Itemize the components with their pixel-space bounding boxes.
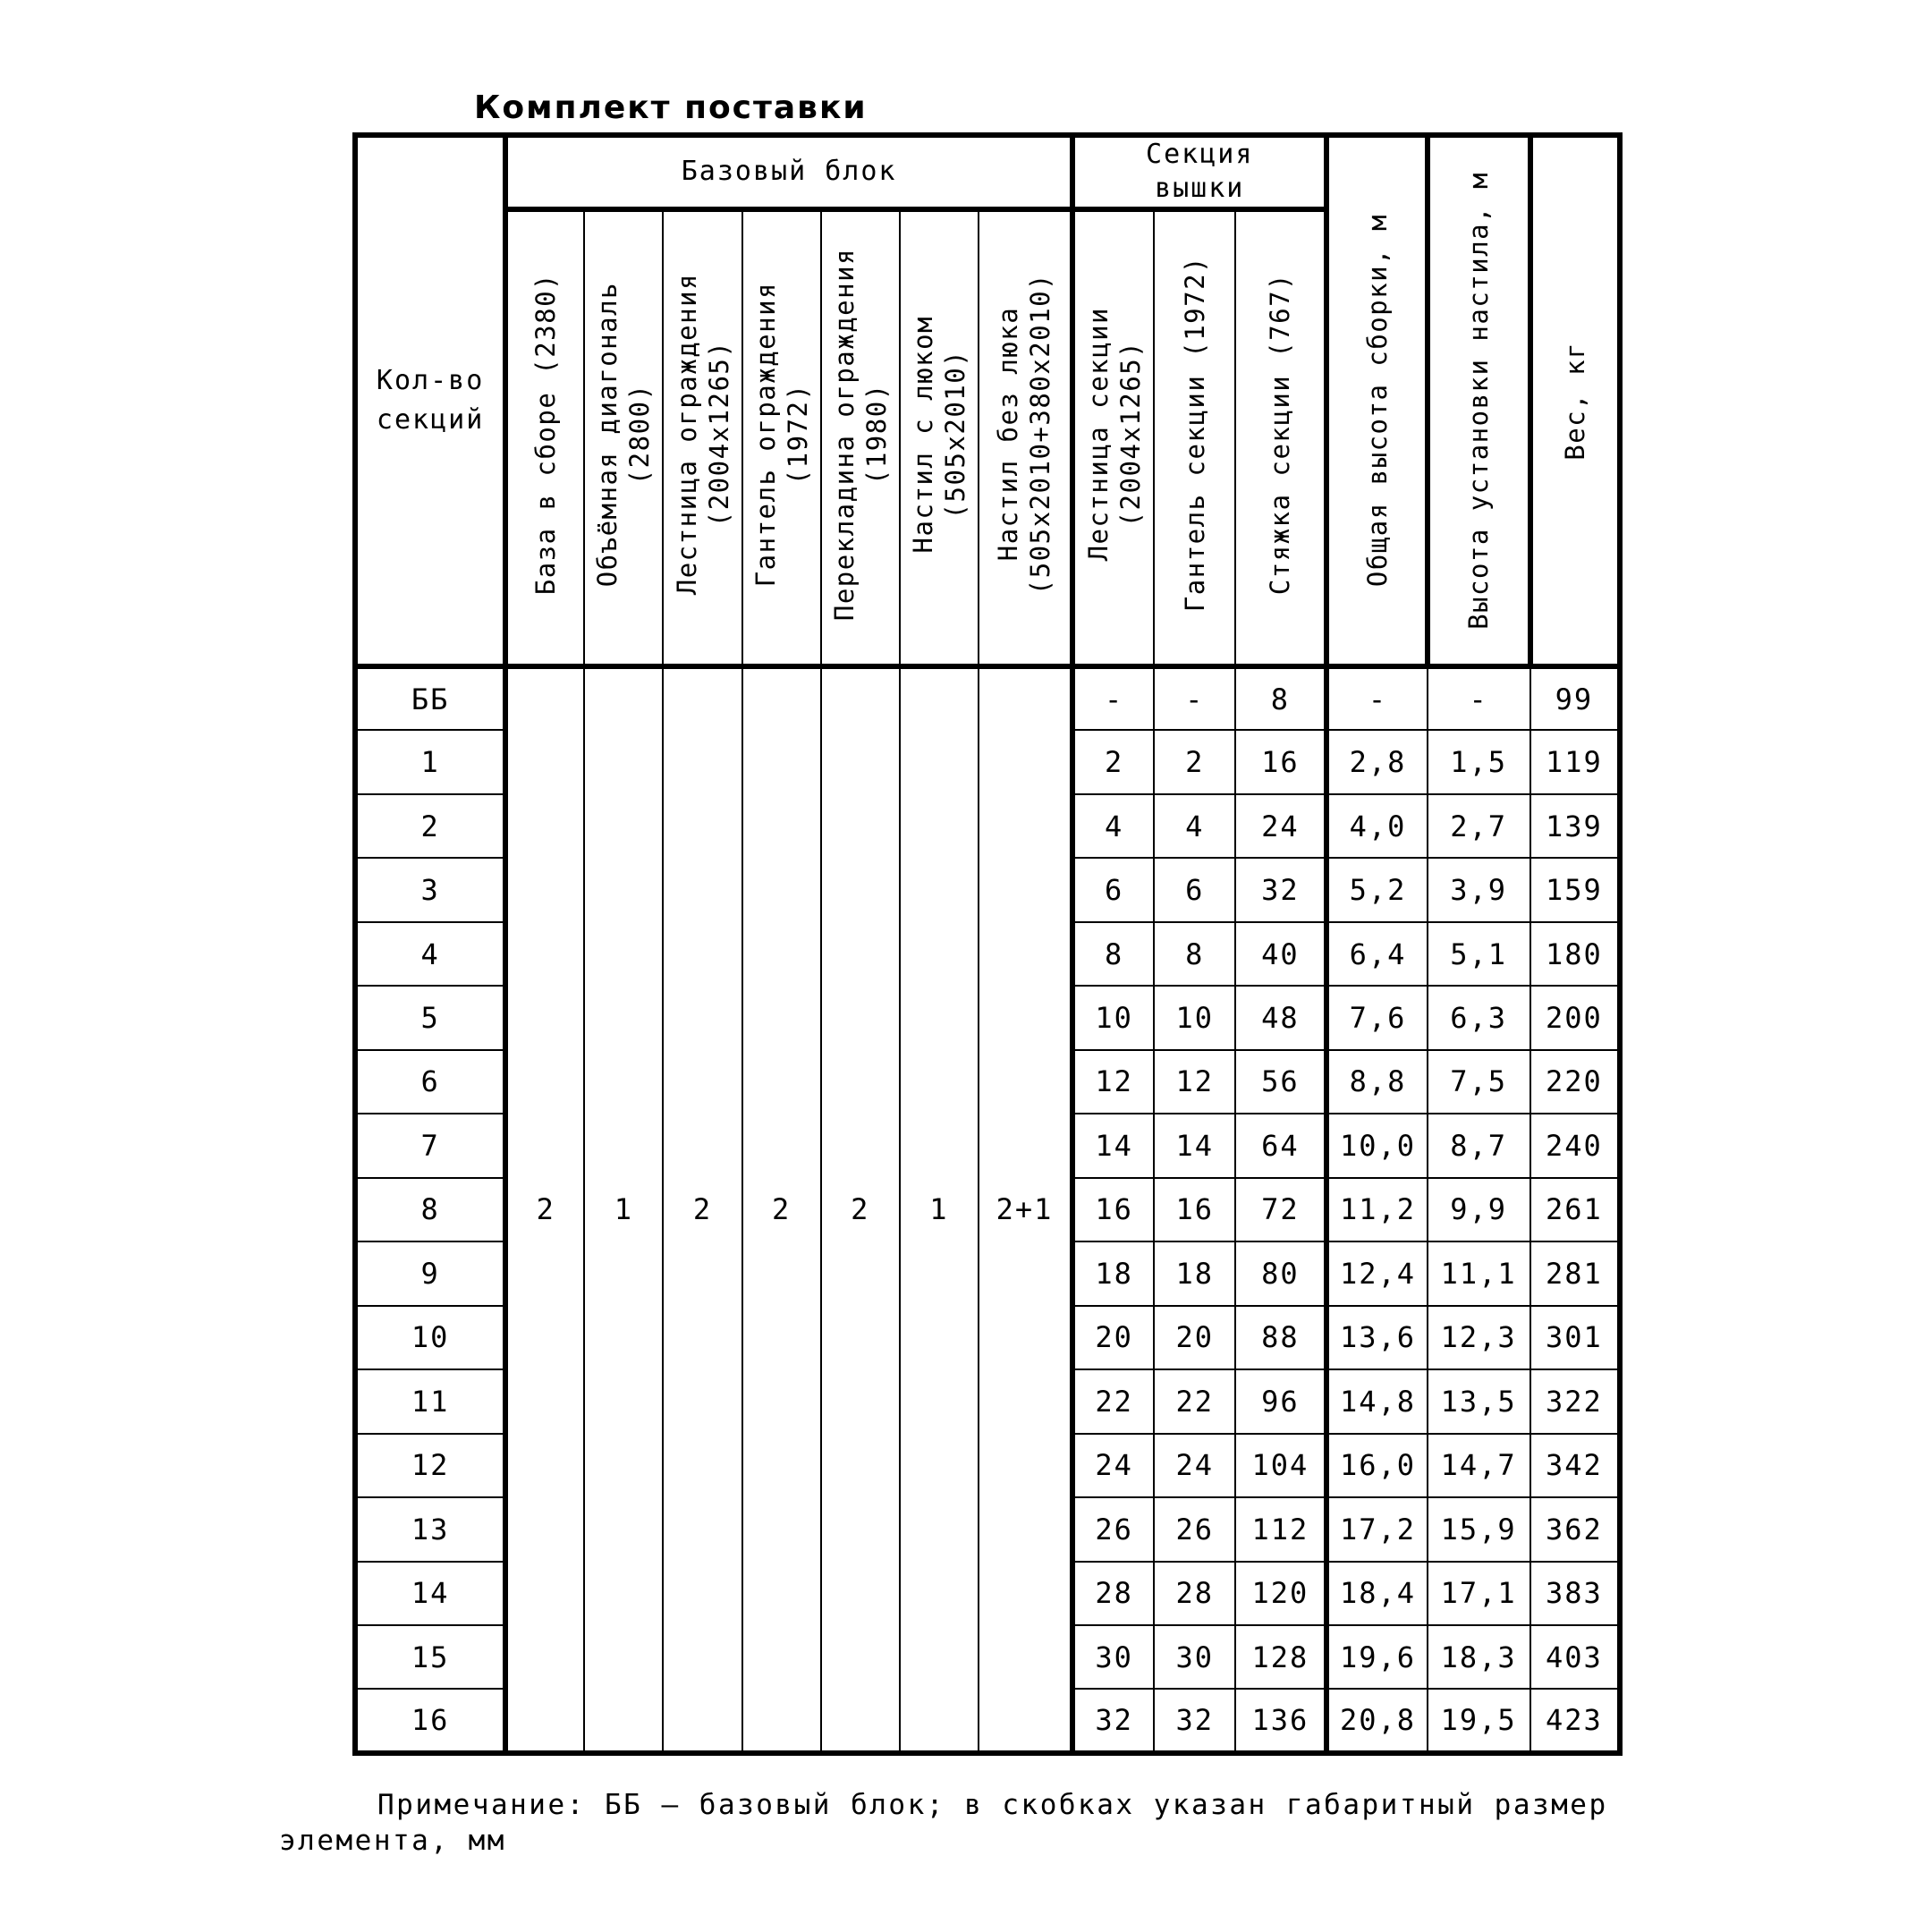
table-cell: -: [1326, 666, 1427, 730]
table-cell: 4,0: [1326, 794, 1427, 858]
col-header-label: Лестница ограждения (2004x1265): [671, 273, 734, 596]
table-cell: 4: [1154, 794, 1235, 858]
row-label: 16: [355, 1689, 505, 1753]
table-cell: 96: [1235, 1369, 1326, 1433]
table-cell: 240: [1530, 1114, 1620, 1177]
table-cell: 13,5: [1428, 1369, 1530, 1433]
row-label: 11: [355, 1369, 505, 1433]
table-cell: 32: [1235, 858, 1326, 921]
col-header-section-ladder: [1072, 209, 1154, 666]
table-cell: 19,5: [1428, 1689, 1530, 1753]
table-cell: 8: [1154, 922, 1235, 986]
col-header-label: Настил без люка (505x2010+380x2010): [993, 273, 1056, 596]
table-cell: 10,0: [1326, 1114, 1427, 1177]
table-cell: 180: [1530, 922, 1620, 986]
col-header-label: База в сборе (2380): [530, 273, 562, 596]
table-cell: 4: [1072, 794, 1154, 858]
row-label: 3: [355, 858, 505, 921]
table-cell: 3,9: [1428, 858, 1530, 921]
table-cell: 28: [1154, 1562, 1235, 1625]
table-cell: 88: [1235, 1306, 1326, 1369]
table-cell: 10: [1072, 986, 1154, 1049]
table-cell: 17,1: [1428, 1562, 1530, 1625]
table-cell: 32: [1072, 1689, 1154, 1753]
page-title: Комплект поставки: [474, 89, 868, 126]
table-cell: 362: [1530, 1497, 1620, 1561]
table-cell: 11,1: [1428, 1241, 1530, 1305]
table-cell: 120: [1235, 1562, 1326, 1625]
table-cell: 22: [1072, 1369, 1154, 1433]
table-cell: 18,3: [1428, 1625, 1530, 1689]
table-cell: 1,5: [1428, 730, 1530, 793]
table-cell: 2: [1154, 730, 1235, 793]
table-cell: 99: [1530, 666, 1620, 730]
row-label: 6: [355, 1050, 505, 1114]
base-block-value: 2: [742, 666, 821, 1753]
table-cell: 8: [1235, 666, 1326, 730]
table-cell: 7,6: [1326, 986, 1427, 1049]
table-cell: 24: [1154, 1434, 1235, 1497]
base-block-value: 2: [821, 666, 900, 1753]
table-cell: 9,9: [1428, 1178, 1530, 1241]
table-cell: 8,8: [1326, 1050, 1427, 1114]
table-cell: 72: [1235, 1178, 1326, 1241]
table-cell: 12: [1154, 1050, 1235, 1114]
table-cell: 281: [1530, 1241, 1620, 1305]
col-header-deck-without-hatch: [979, 209, 1072, 666]
col-header-label: Перекладина ограждения (1980): [828, 247, 892, 621]
table-cell: 200: [1530, 986, 1620, 1049]
col-header-label: Объёмная диагональ (2800): [592, 281, 656, 587]
col-header-volume-diagonal: [584, 209, 663, 666]
table-cell: 64: [1235, 1114, 1326, 1177]
table-cell: 18: [1072, 1241, 1154, 1305]
table-cell: 8: [1072, 922, 1154, 986]
table-cell: 220: [1530, 1050, 1620, 1114]
table-cell: 2,7: [1428, 794, 1530, 858]
table-cell: 2: [1072, 730, 1154, 793]
table-cell: 2,8: [1326, 730, 1427, 793]
col-header-section-dumbbell: [1154, 209, 1235, 666]
table-cell: 14,7: [1428, 1434, 1530, 1497]
table-cell: 16: [1235, 730, 1326, 793]
table-cell: 56: [1235, 1050, 1326, 1114]
table-cell: 8,7: [1428, 1114, 1530, 1177]
row-label: 5: [355, 986, 505, 1049]
base-block-value: 2: [505, 666, 584, 1753]
table-cell: 403: [1530, 1625, 1620, 1689]
row-label: 12: [355, 1434, 505, 1497]
col-header-label: Настил с люком (505x2010): [907, 315, 970, 553]
col-header-label: Стяжка секции (767): [1265, 273, 1296, 596]
table-cell: 16: [1072, 1178, 1154, 1241]
table-cell: 119: [1530, 730, 1620, 793]
table-cell: 14,8: [1326, 1369, 1427, 1433]
base-block-value: 2: [663, 666, 741, 1753]
col-header-total-height-label: Общая высота сборки, м: [1361, 214, 1393, 588]
col-header-label: Гантель ограждения (1972): [750, 281, 813, 587]
table-cell: 5,2: [1326, 858, 1427, 921]
table-cell: -: [1154, 666, 1235, 730]
row-label: 8: [355, 1178, 505, 1241]
table-cell: 12,3: [1428, 1306, 1530, 1369]
table-cell: 32: [1154, 1689, 1235, 1753]
table-cell: 18: [1154, 1241, 1235, 1305]
table-cell: 6: [1072, 858, 1154, 921]
table-cell: -: [1428, 666, 1530, 730]
row-label: 7: [355, 1114, 505, 1177]
table-cell: 128: [1235, 1625, 1326, 1689]
col-header-total-height: [1326, 135, 1427, 666]
table-cell: 342: [1530, 1434, 1620, 1497]
col-header-label: Гантель секции (1972): [1179, 256, 1210, 613]
table-cell: 104: [1235, 1434, 1326, 1497]
table-cell: 5,1: [1428, 922, 1530, 986]
base-block-value: 2+1: [979, 666, 1072, 1753]
table-cell: 40: [1235, 922, 1326, 986]
table-cell: 24: [1235, 794, 1326, 858]
table-cell: 383: [1530, 1562, 1620, 1625]
row-label: 15: [355, 1625, 505, 1689]
table-cell: 20: [1072, 1306, 1154, 1369]
table-cell: 13,6: [1326, 1306, 1427, 1369]
table-cell: 30: [1154, 1625, 1235, 1689]
table-cell: -: [1072, 666, 1154, 730]
table-cell: 322: [1530, 1369, 1620, 1433]
col-header-base-assembly: [505, 209, 584, 666]
table-cell: 112: [1235, 1497, 1326, 1561]
table-cell: 16,0: [1326, 1434, 1427, 1497]
col-header-weight-label: Вес, кг: [1559, 341, 1590, 461]
table-cell: 10: [1154, 986, 1235, 1049]
table-cell: 136: [1235, 1689, 1326, 1753]
base-block-value: 1: [584, 666, 663, 1753]
base-block-value: 1: [900, 666, 979, 1753]
row-header-sections-count: Кол-во секций: [355, 135, 505, 666]
table-cell: 261: [1530, 1178, 1620, 1241]
table-cell: 19,6: [1326, 1625, 1427, 1689]
table-cell: 6,3: [1428, 986, 1530, 1049]
table-cell: 139: [1530, 794, 1620, 858]
table-cell: 14: [1154, 1114, 1235, 1177]
table-cell: 159: [1530, 858, 1620, 921]
table-cell: 20,8: [1326, 1689, 1427, 1753]
table-cell: 30: [1072, 1625, 1154, 1689]
row-label: 4: [355, 922, 505, 986]
table-row: [355, 666, 1620, 730]
col-header-guard-dumbbell: [742, 209, 821, 666]
col-header-weight: [1530, 135, 1620, 666]
row-label: 14: [355, 1562, 505, 1625]
col-header-label: Лестница секции (2004x1265): [1082, 307, 1146, 562]
table-cell: 17,2: [1326, 1497, 1427, 1561]
table-cell: 28: [1072, 1562, 1154, 1625]
table-cell: 12: [1072, 1050, 1154, 1114]
col-header-deck-height-label: Высота установки настила, м: [1463, 172, 1495, 630]
table-cell: 6: [1154, 858, 1235, 921]
table-cell: 6,4: [1326, 922, 1427, 986]
table-cell: 7,5: [1428, 1050, 1530, 1114]
col-header-section-tie: [1235, 209, 1326, 666]
table-cell: 26: [1072, 1497, 1154, 1561]
row-label: 1: [355, 730, 505, 793]
table-cell: 11,2: [1326, 1178, 1427, 1241]
col-header-deck-height: [1428, 135, 1530, 666]
row-label: 9: [355, 1241, 505, 1305]
table-cell: 18,4: [1326, 1562, 1427, 1625]
col-header-guard-crossbar: [821, 209, 900, 666]
row-label: 2: [355, 794, 505, 858]
row-label: 10: [355, 1306, 505, 1369]
col-header-deck-with-hatch: [900, 209, 979, 666]
table-cell: 26: [1154, 1497, 1235, 1561]
table-cell: 16: [1154, 1178, 1235, 1241]
footnote: Примечание: ББ – базовый блок; в скобках указан габаритный размер элемента, мм: [279, 1789, 1608, 1857]
delivery-set-table: [352, 132, 1623, 1756]
group-header-base-block: Базовый блок: [505, 135, 1072, 209]
row-label: ББ: [355, 666, 505, 730]
table-cell: 423: [1530, 1689, 1620, 1753]
group-header-tower-section: Секция вышки: [1072, 135, 1326, 209]
row-label: 13: [355, 1497, 505, 1561]
table-cell: 301: [1530, 1306, 1620, 1369]
table-cell: 80: [1235, 1241, 1326, 1305]
table-cell: 48: [1235, 986, 1326, 1049]
col-header-guard-ladder: [663, 209, 741, 666]
table-cell: 14: [1072, 1114, 1154, 1177]
table-cell: 24: [1072, 1434, 1154, 1497]
table-cell: 12,4: [1326, 1241, 1427, 1305]
table-cell: 20: [1154, 1306, 1235, 1369]
table-cell: 15,9: [1428, 1497, 1530, 1561]
table-cell: 22: [1154, 1369, 1235, 1433]
